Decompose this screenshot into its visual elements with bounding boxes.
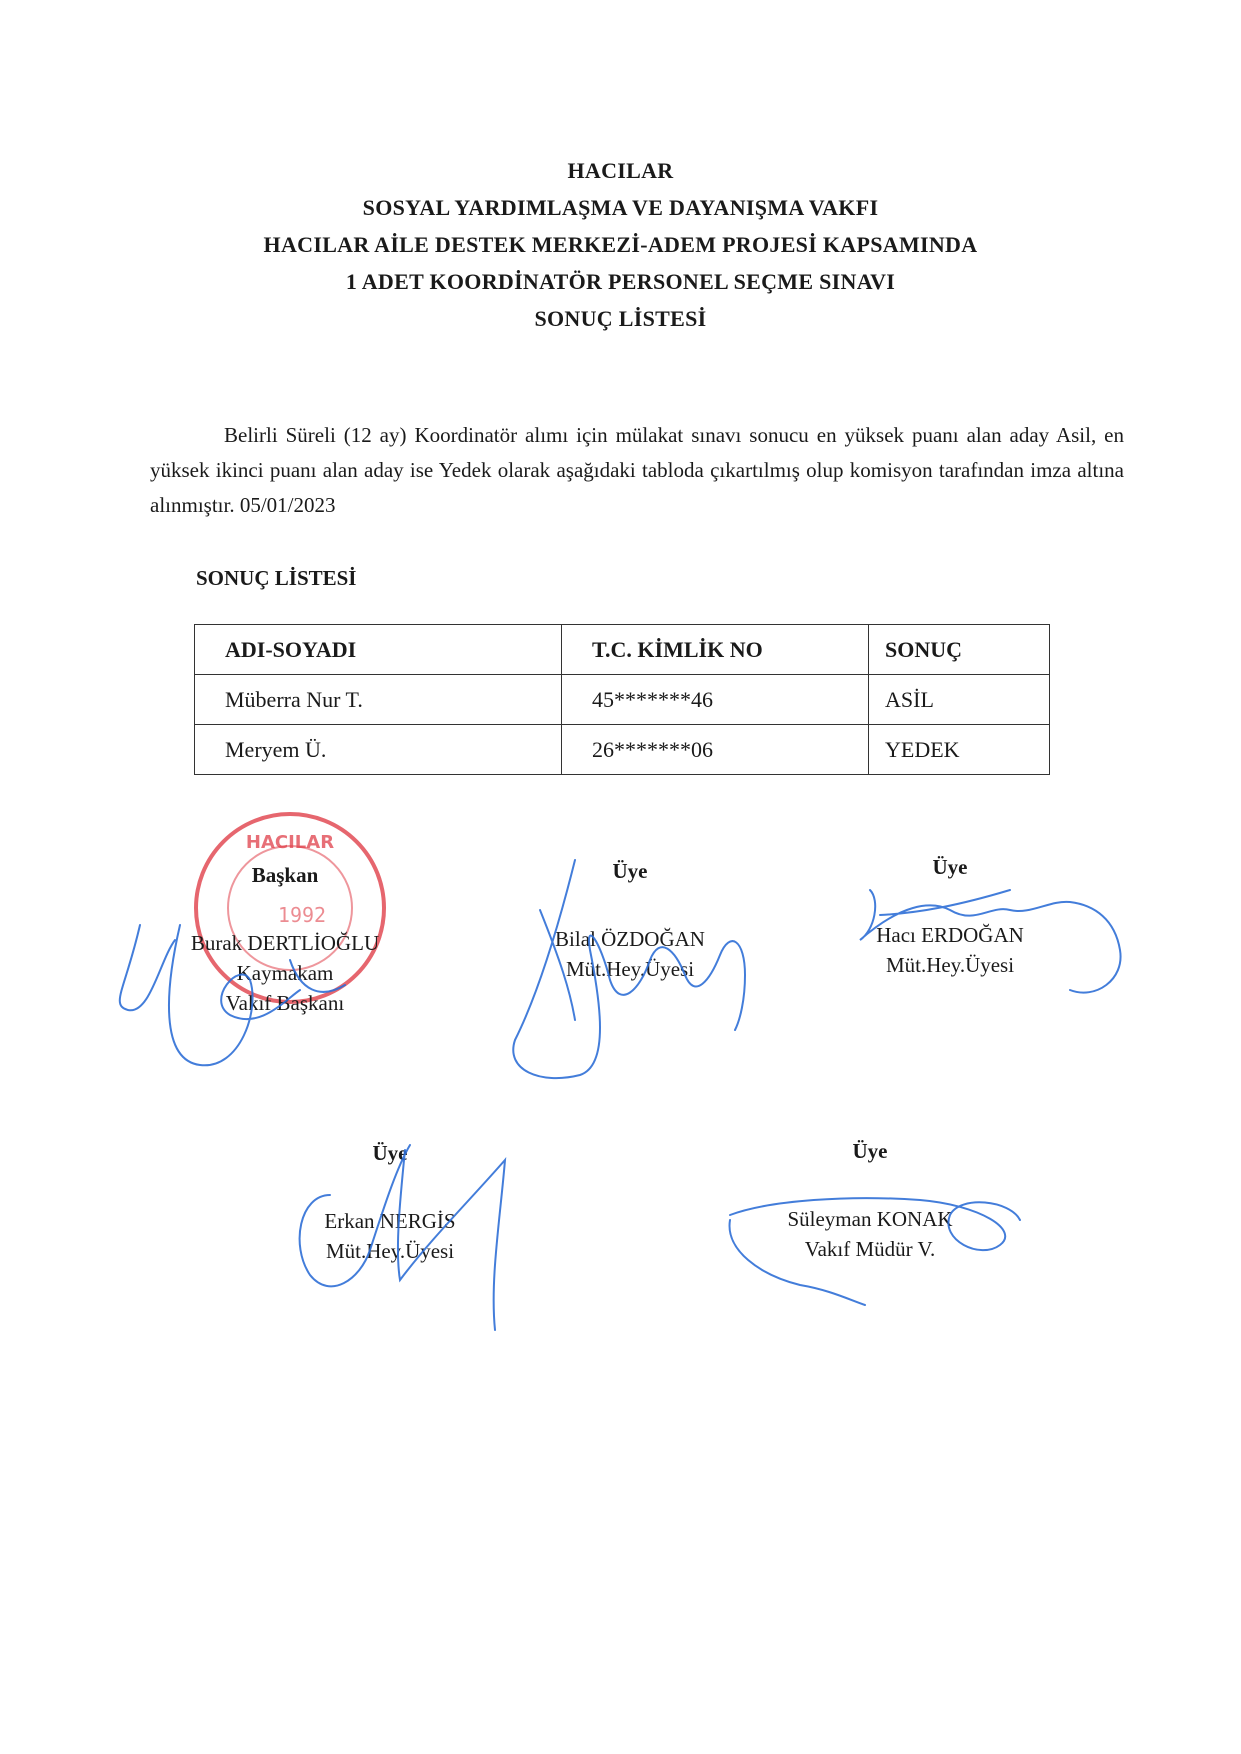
signatory-name: Süleyman KONAK (787, 1207, 953, 1231)
signatory-role: Üye (372, 1141, 408, 1165)
table-header-row (195, 625, 1050, 675)
cell-result: YEDEK (869, 725, 1050, 775)
signatory-title: Müt.Hey.Üyesi (885, 953, 1015, 977)
signatory-name: Bilal ÖZDOĞAN (555, 927, 705, 951)
stamp-year: 1992 (277, 903, 327, 927)
heading-line-4: 1 ADET KOORDİNATÖR PERSONEL SEÇME SINAVI (345, 269, 896, 294)
signatory-chairman (150, 860, 420, 1018)
cell-id: 26*******06 (562, 725, 869, 775)
column-header-id: T.C. KİMLİK NO (562, 625, 869, 675)
signatory-role: Başkan (251, 863, 319, 887)
signatory-member-nergis (290, 1138, 490, 1266)
signatory-member-ozdogan (520, 856, 740, 984)
signatory-title-2: Vakıf Başkanı (225, 991, 345, 1015)
cell-name: Meryem Ü. (195, 725, 562, 775)
signatory-member-konak (760, 1136, 980, 1264)
signatory-name: Burak DERTLİOĞLU (190, 931, 380, 955)
intro-paragraph: Belirli Süreli (12 ay) Koordinatör alımı için mülakat sınavı sonucu en yüksek puanı alan aday Asil, en yüksek ikinci puanı alan aday ise Yedek olarak aşağıdaki tabloda çıkartılmış olup komisyon tarafından imza altına alınmıştır. 05/01/2023 (150, 423, 1124, 517)
signatory-role: Üye (932, 855, 968, 879)
column-header-result: SONUÇ (869, 625, 1050, 675)
stamp-text: HACILAR (245, 832, 335, 853)
signatory-role: Üye (852, 1139, 888, 1163)
results-table (194, 624, 1050, 775)
heading-line-2: SOSYAL YARDIMLAŞMA VE DAYANIŞMA VAKFI (362, 195, 879, 220)
signatory-title: Kaymakam (236, 961, 334, 985)
table-row (195, 675, 1050, 725)
cell-id: 45*******46 (562, 675, 869, 725)
column-header-name: ADI-SOYADI (195, 625, 562, 675)
signatory-name: Erkan NERGİS (324, 1209, 456, 1233)
cell-name: Müberra Nur T. (195, 675, 562, 725)
signatory-name: Hacı ERDOĞAN (876, 923, 1024, 947)
signatory-title: Müt.Hey.Üyesi (325, 1239, 455, 1263)
signatory-role: Üye (612, 859, 648, 883)
table-row (195, 725, 1050, 775)
heading-line-3: HACILAR AİLE DESTEK MERKEZİ-ADEM PROJESİ KAPSAMINDA (263, 232, 978, 257)
heading-line-1: HACILAR (567, 158, 674, 183)
heading-line-5: SONUÇ LİSTESİ (534, 306, 707, 331)
document-heading (0, 152, 1241, 337)
cell-result: ASİL (869, 675, 1050, 725)
results-title: SONUÇ LİSTESİ (196, 566, 357, 590)
signatory-title: Vakıf Müdür V. (804, 1237, 936, 1261)
signatory-title: Müt.Hey.Üyesi (565, 957, 695, 981)
signatory-member-erdogan (845, 852, 1055, 980)
